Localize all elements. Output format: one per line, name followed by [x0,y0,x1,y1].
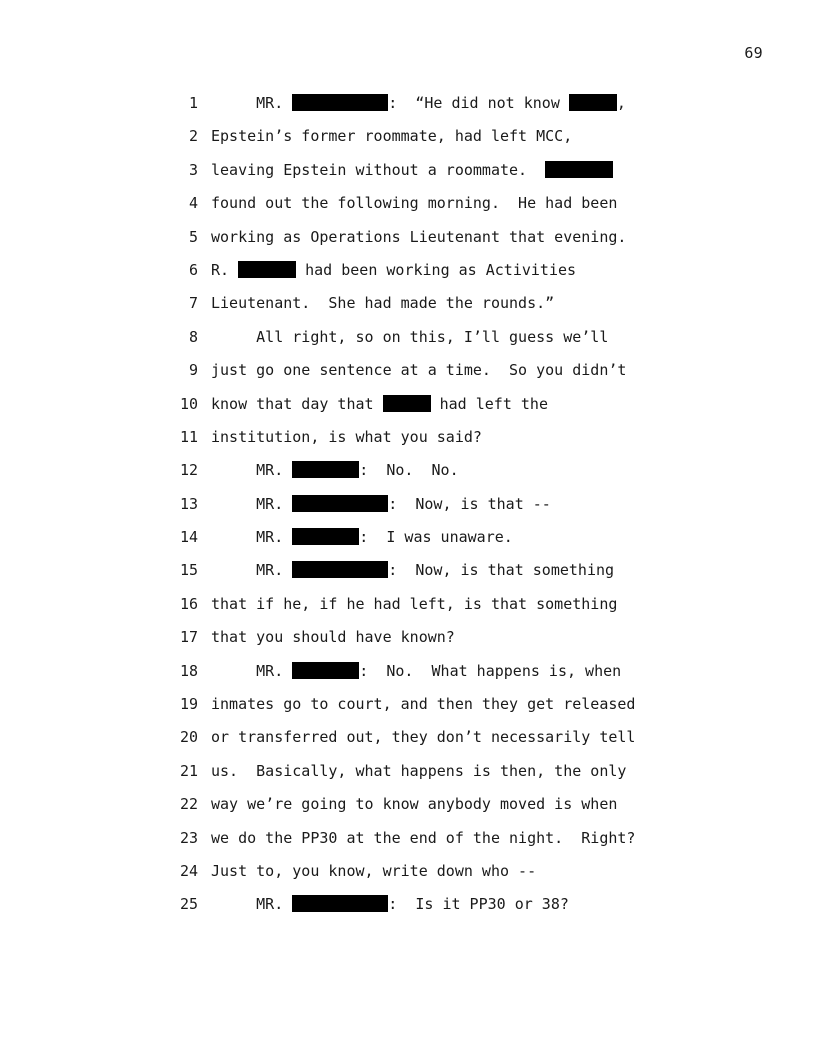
text-segment: Lieutenant. She had made the rounds.” [211,294,555,313]
text-segment: Just to, you know, write down who -- [211,861,537,880]
line-text [211,760,626,782]
line-number: 14 [179,528,198,547]
line-text [211,793,617,815]
line-number: 7 [188,294,198,313]
line-text [211,893,569,915]
text-segment: : I was unaware. [359,528,513,547]
text-segment: MR. [211,94,293,112]
text-segment: way we’re going to know anybody moved is when [211,795,618,814]
line-text [211,125,572,147]
line-number: 18 [179,661,198,680]
line-text [211,292,554,314]
line-number: 5 [188,227,198,246]
text-segment: : “He did not know [388,94,569,112]
line-text [211,493,551,515]
text-segment: : No. No. [359,461,459,480]
line-text [211,359,626,381]
redaction-block [545,161,613,178]
line-number: 9 [188,361,198,380]
transcript-line [0,326,816,359]
line-text [211,393,548,415]
line-number: 1 [188,94,198,112]
transcript-line [0,292,816,325]
redaction-block [292,561,388,578]
line-text [211,827,635,849]
redaction-block [569,94,617,111]
text-segment: R. [211,260,239,279]
line-text [211,626,455,648]
line-number: 17 [179,628,198,647]
transcript-line [0,860,816,893]
line-number: 19 [179,695,198,714]
transcript-line [0,893,816,926]
line-number: 22 [179,795,198,814]
transcript-line [0,259,816,292]
line-text [211,259,576,281]
line-text [211,326,608,348]
line-text [211,92,626,114]
line-number: 8 [188,327,198,346]
line-number: 24 [179,861,198,880]
redaction-block [292,895,388,912]
text-segment: us. Basically, what happens is then, the only [211,761,627,780]
text-segment: MR. [211,494,293,513]
transcript-line [0,125,816,158]
line-text [211,459,459,481]
line-number: 4 [188,194,198,213]
line-number: 13 [179,494,198,513]
transcript-line [0,626,816,659]
transcript-line [0,226,816,259]
transcript-line [0,660,816,693]
text-segment: MR. [211,895,293,914]
redaction-block [292,461,359,478]
line-number: 15 [179,561,198,580]
redaction-block [292,528,359,545]
line-text [211,593,617,615]
redaction-block [383,395,431,412]
transcript-line [0,493,816,526]
text-segment: had been working as Activities [296,260,577,279]
transcript-line [0,793,816,826]
text-segment: we do the PP30 at the end of the night. Right? [211,828,636,847]
line-number: 20 [179,728,198,747]
text-segment: institution, is what you said? [211,427,482,446]
transcript-line [0,593,816,626]
line-number: 3 [188,160,198,179]
text-segment: : Now, is that something [388,561,615,580]
line-text [211,660,621,682]
text-segment: know that day that [211,394,383,413]
transcript-line [0,426,816,459]
redaction-block [292,662,359,679]
transcript-line [0,192,816,225]
line-number: 10 [179,394,198,413]
transcript-line [0,159,816,192]
redaction-block [292,94,388,111]
line-text [211,192,617,214]
line-text [211,159,613,181]
text-segment: : No. What happens is, when [359,661,622,680]
line-number: 6 [188,260,198,279]
transcript-line [0,559,816,592]
text-segment: : Now, is that -- [388,494,551,513]
line-text [211,526,513,548]
transcript-line [0,459,816,492]
text-segment: inmates go to court, and then they get released [211,695,636,714]
text-segment: just go one sentence at a time. So you didn’t [211,361,627,380]
transcript-line [0,693,816,726]
redaction-block [238,261,296,278]
text-segment: found out the following morning. He had been [211,194,618,213]
line-text [211,426,482,448]
transcript-line [0,760,816,793]
line-number: 11 [179,427,198,446]
line-text [211,726,635,748]
line-text [211,860,536,882]
line-number: 16 [179,594,198,613]
line-text [211,559,614,581]
transcript-line [0,92,816,125]
text-segment: Epstein’s former roommate, had left MCC, [211,127,573,146]
transcript-line [0,726,816,759]
line-number: 21 [179,761,198,780]
line-text [211,226,626,248]
line-number: 25 [179,895,198,914]
text-segment: : Is it PP30 or 38? [388,895,569,914]
line-number: 23 [179,828,198,847]
line-text [211,693,635,715]
text-segment: MR. [211,661,293,680]
transcript-line [0,359,816,392]
transcript-body [0,92,816,927]
text-segment: All right, so on this, I’ll guess we’ll [211,327,609,346]
text-segment: that you should have known? [211,628,455,647]
text-segment: working as Operations Lieutenant that evening. [211,227,627,246]
redaction-block [292,495,388,512]
line-number: 12 [179,461,198,480]
line-number: 2 [188,127,198,146]
text-segment: MR. [211,561,293,580]
transcript-line [0,526,816,559]
transcript-line [0,393,816,426]
text-segment: MR. [211,461,293,480]
text-segment: or transferred out, they don’t necessarily tell [211,728,636,747]
text-segment: MR. [211,528,293,547]
transcript-line [0,827,816,860]
text-segment: , [616,94,626,112]
text-segment: that if he, if he had left, is that something [211,594,618,613]
text-segment: leaving Epstein without a roommate. [211,160,546,179]
page-number: 69 [744,44,763,62]
text-segment: had left the [430,394,548,413]
